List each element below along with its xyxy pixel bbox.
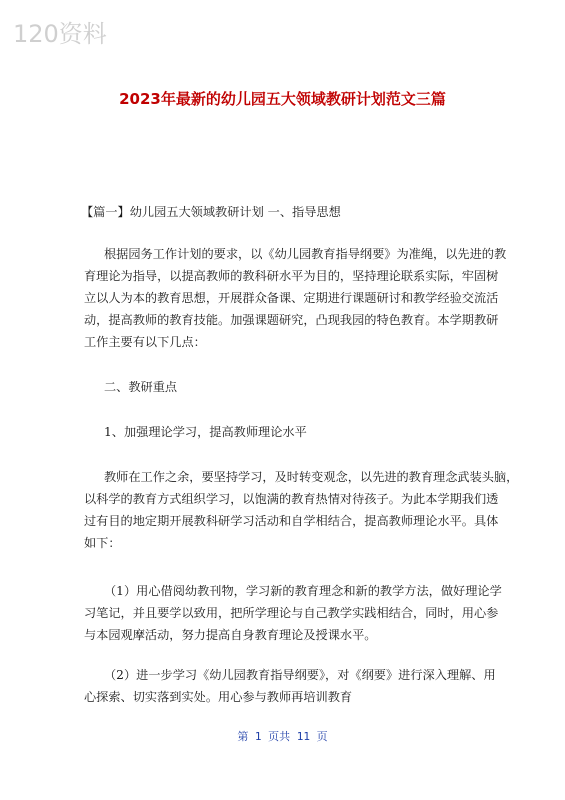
text-line: （1）用心借阅幼教刊物，学习新的教育理念和新的教学方法，做好理论学 [104, 584, 502, 598]
heading-line: 1、加强理论学习，提高教师理论水平 [104, 425, 307, 439]
paragraph-item-1 [84, 580, 502, 646]
watermark-logo: 120资料 [13, 20, 107, 48]
text-line: 教师在工作之余，要坚持学习，及时转变观念，以先进的教育理念武装头脑， [104, 470, 519, 484]
page-number: 第 1 页共 11 页 [237, 730, 328, 743]
section-heading [81, 201, 494, 223]
text-line: （2）进一步学习《幼儿园教育指导纲要》，对《纲要》进行深入理解、用 [104, 668, 496, 682]
text-line: 立以人为本的教育思想，开展群众备课、定期进行课题研讨和教学经验交流活 [84, 291, 499, 305]
text-line: 以科学的教育方式组织学习，以饱满的教育热情对待孩子。为此本学期我们透 [84, 492, 499, 506]
heading-research-focus [84, 376, 494, 398]
text-line: 工作主要有以下几点： [84, 335, 206, 349]
document-title: 2023年最新的幼儿园五大领域教研计划范文三篇 [119, 90, 446, 108]
text-line: 如下： [84, 536, 121, 550]
subheading-theory-study [84, 421, 494, 443]
paragraph-teacher-study [84, 466, 519, 554]
text-line: 育理论为指导，以提高教师的教科研水平为目的，坚持理论联系实际，牢固树 [84, 269, 499, 283]
text-line: 过有目的地定期开展教科研学习活动和自学相结合，提高教师理论水平。具体 [84, 514, 499, 528]
paragraph-item-2 [84, 664, 494, 708]
text-line: 心探索、切实落到实处。用心参与教师再培训教育 [84, 690, 353, 704]
heading-line: 【篇一】幼儿园五大领域教研计划 一、指导思想 [81, 205, 341, 219]
paragraph-guiding-thought [84, 243, 507, 353]
text-line: 习笔记，并且要学以致用，把所学理论与自己教学实践相结合，同时，用心参 [84, 606, 499, 620]
text-line: 根据园务工作计划的要求，以《幼儿园教育指导纲要》为准绳，以先进的教 [104, 247, 507, 261]
heading-line: 二、教研重点 [104, 380, 178, 394]
text-line: 动，提高教师的教育技能。加强课题研究，凸现我园的特色教育。本学期教研 [84, 313, 499, 327]
text-line: 与本园观摩活动，努力提高自身教育理论及授课水平。 [84, 628, 377, 642]
